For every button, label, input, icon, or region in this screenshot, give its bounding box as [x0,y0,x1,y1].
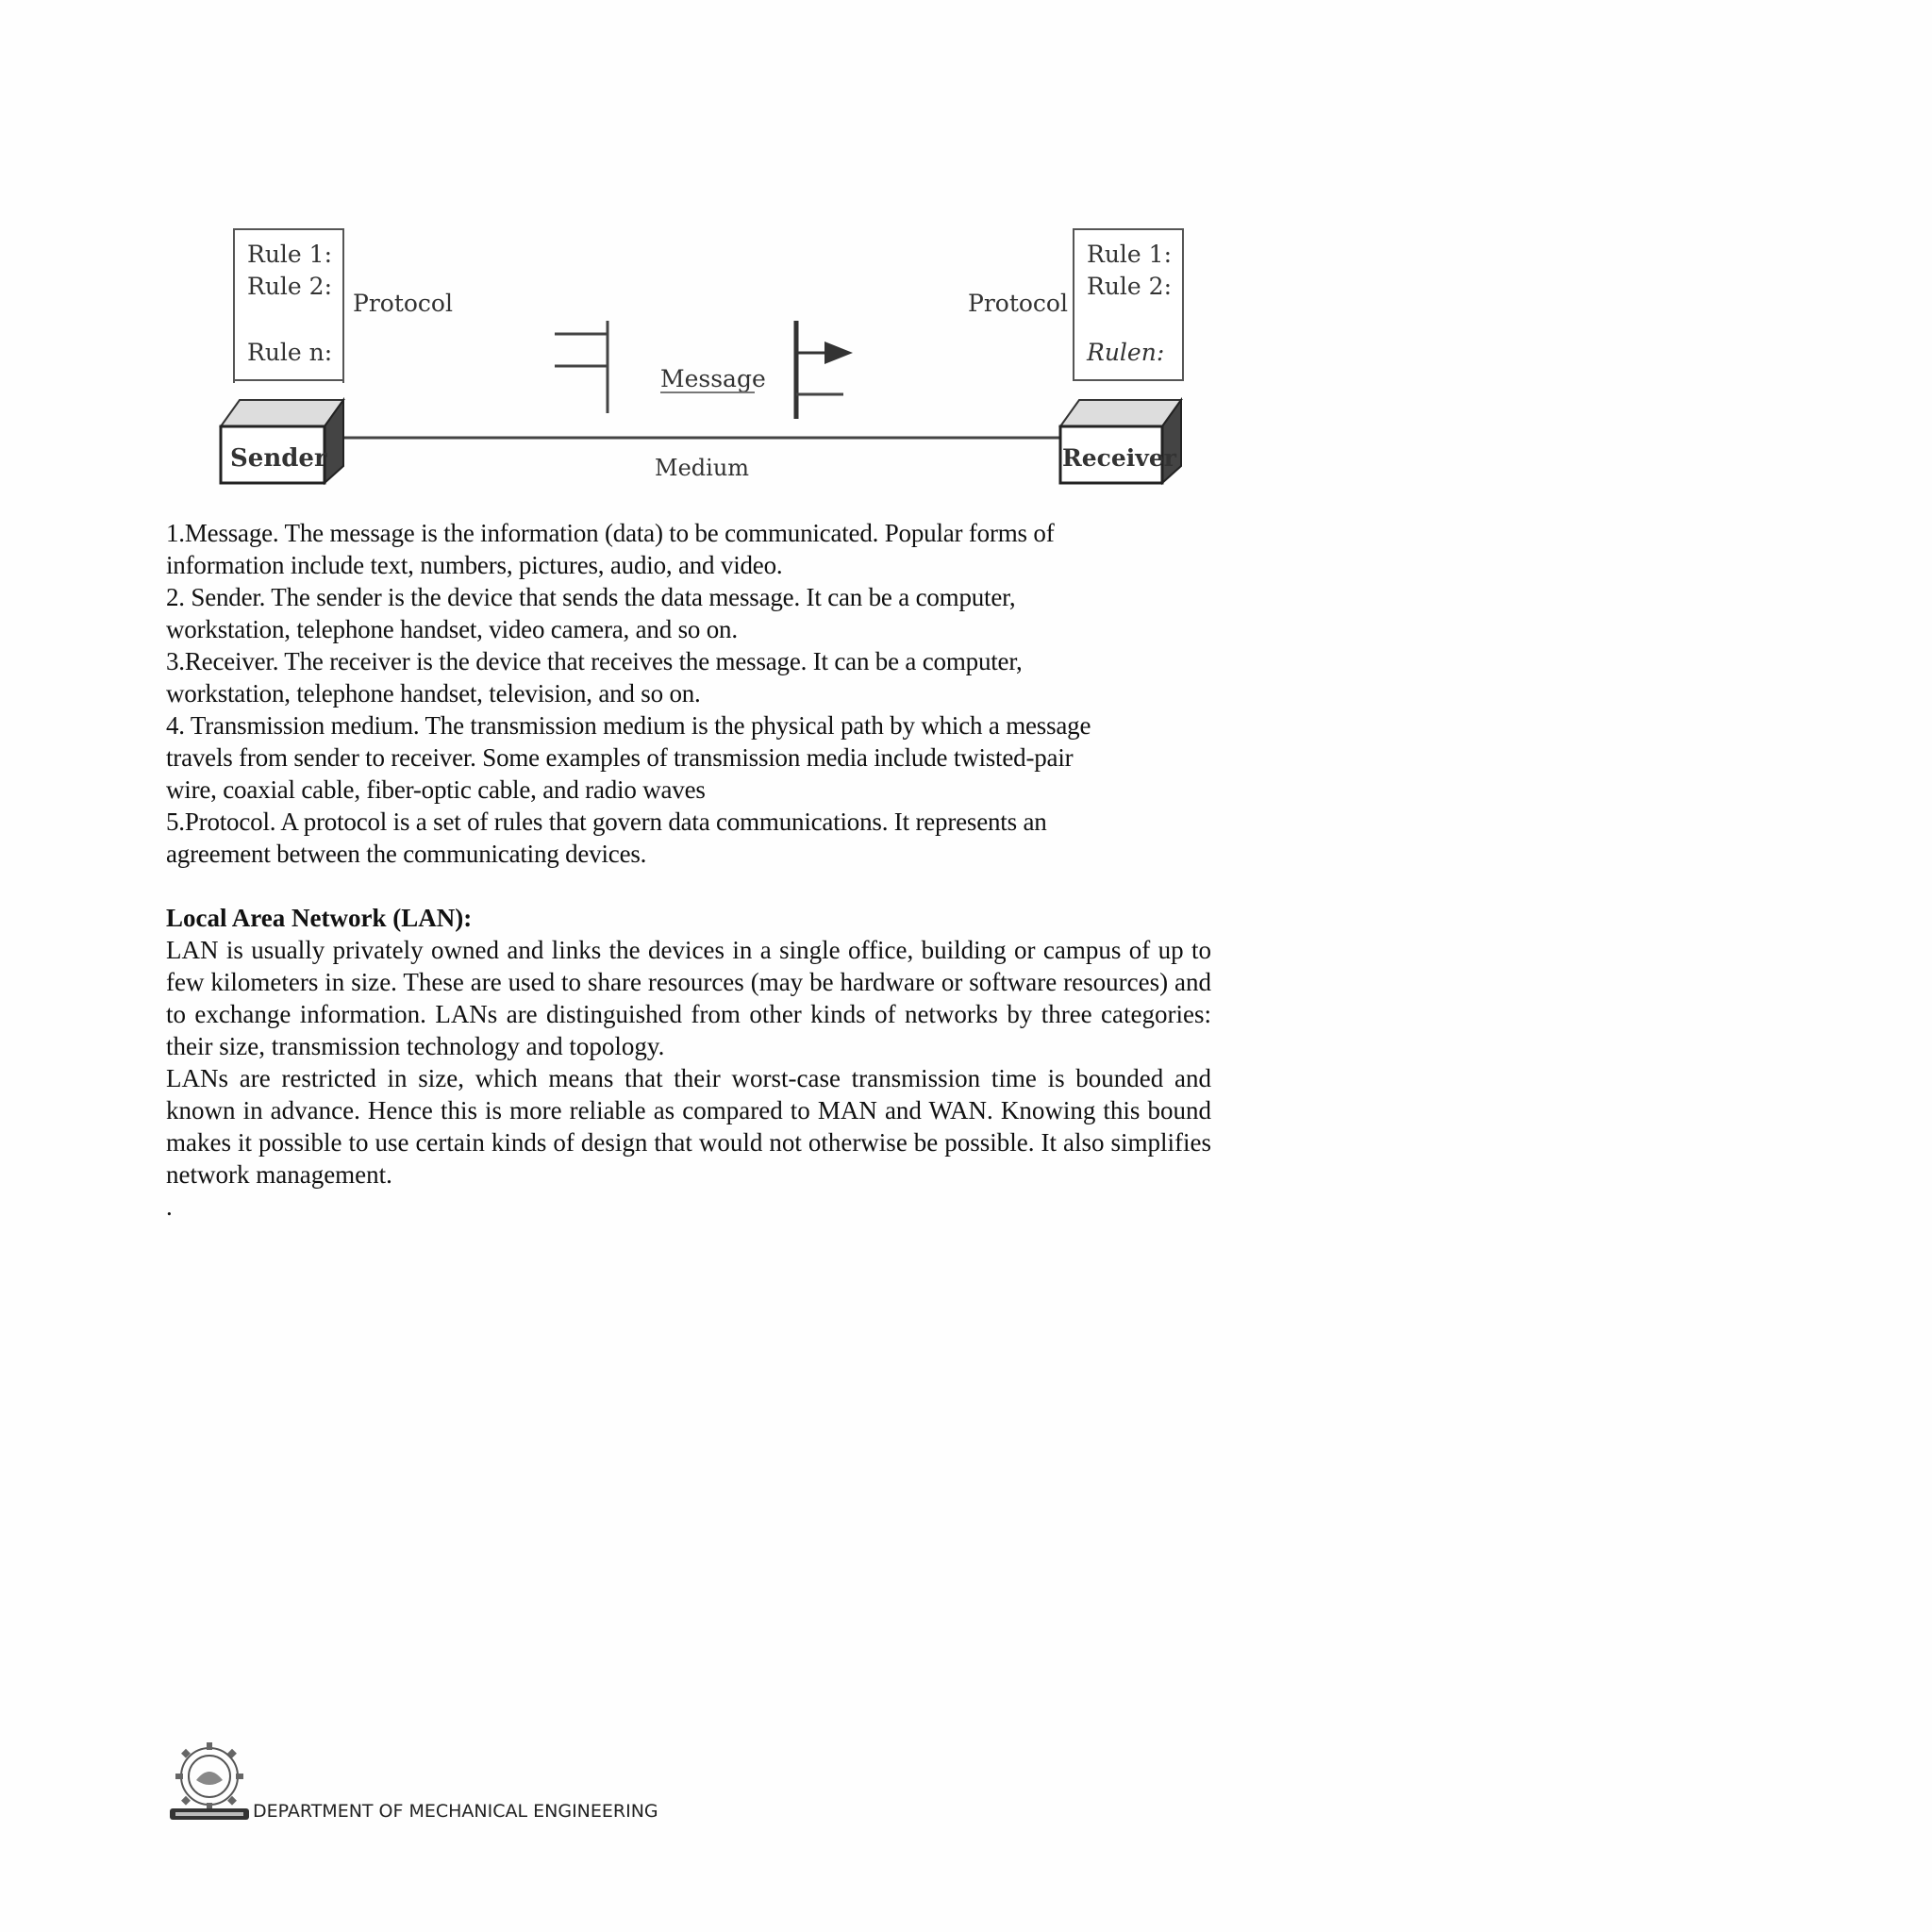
message-label: Message [660,365,766,392]
component-4-line-1: 4. Transmission medium. The transmission medium is the physical path by which a message [166,711,1091,740]
department-name: DEPARTMENT OF MECHANICAL ENGINEERING [253,1801,658,1822]
component-3-line-1: 3.Receiver. The receiver is the device that receives the message. It can be a computer, [166,647,1023,675]
component-4-line-3: wire, coaxial cable, fiber-optic cable, and radio waves [166,775,706,804]
main-text [166,517,1211,1223]
lan-paragraph-1: LAN is usually privately owned and links the devices in a single office, building or campus of up to few kilometers in size. These are used to share resources (may be hardware or software resources) and to exchange information. LANs are distinguished from other kinds of networks by three categories: their size, transmission technology and topology. [166,936,1211,1060]
lan-body [166,934,1211,1191]
sender-rule-2: Rule 2: [247,273,332,300]
trailing-period: . [166,1192,173,1221]
component-5-line-2: agreement between the communicating devices. [166,840,647,868]
component-2-line-2: workstation, telephone handset, video camera, and so on. [166,615,738,643]
medium-label: Medium [655,455,750,481]
component-3-line-2: workstation, telephone handset, television, and so on. [166,679,701,708]
component-4-line-2: travels from sender to receiver. Some examples of transmission media include twisted-pair [166,743,1074,772]
receiver-rule-2: Rule 2: [1087,273,1172,300]
page-footer [168,1739,828,1833]
college-emblem-icon [168,1739,251,1824]
component-1-line-1: 1.Message. The message is the information (data) to be communicated. Popular forms of [166,519,1055,547]
lan-paragraph-2: LANs are restricted in size, which means that their worst-case transmission time is bounded and known in advance. Hence this is more reliable as compared to MAN and WAN. Knowing this bound makes it possible to use certain kinds of design that would not otherwise be possible. It also simplifies network management. [166,1064,1211,1189]
components-list [166,517,1211,870]
receiver-label: Receiver [1062,444,1176,472]
lan-heading: Local Area Network (LAN): [166,904,473,932]
component-1-line-2: information include text, numbers, pictures, audio, and video. [166,551,783,579]
sender-protocol-label: Protocol [353,290,453,317]
receiver-rule-1: Rule 1: [1087,241,1172,268]
sender-label: Sender [230,444,327,473]
component-5-line-1: 5.Protocol. A protocol is a set of rules that govern data communications. It represents an [166,808,1047,836]
receiver-rule-n: Rulen: [1087,339,1165,366]
component-2-line-1: 2. Sender. The sender is the device that sends the data message. It can be a computer, [166,583,1016,611]
sender-rule-1: Rule 1: [247,241,332,268]
communication-diagram [202,225,1192,487]
receiver-protocol-label: Protocol [968,290,1068,317]
sender-rule-n: Rule n: [247,339,333,366]
